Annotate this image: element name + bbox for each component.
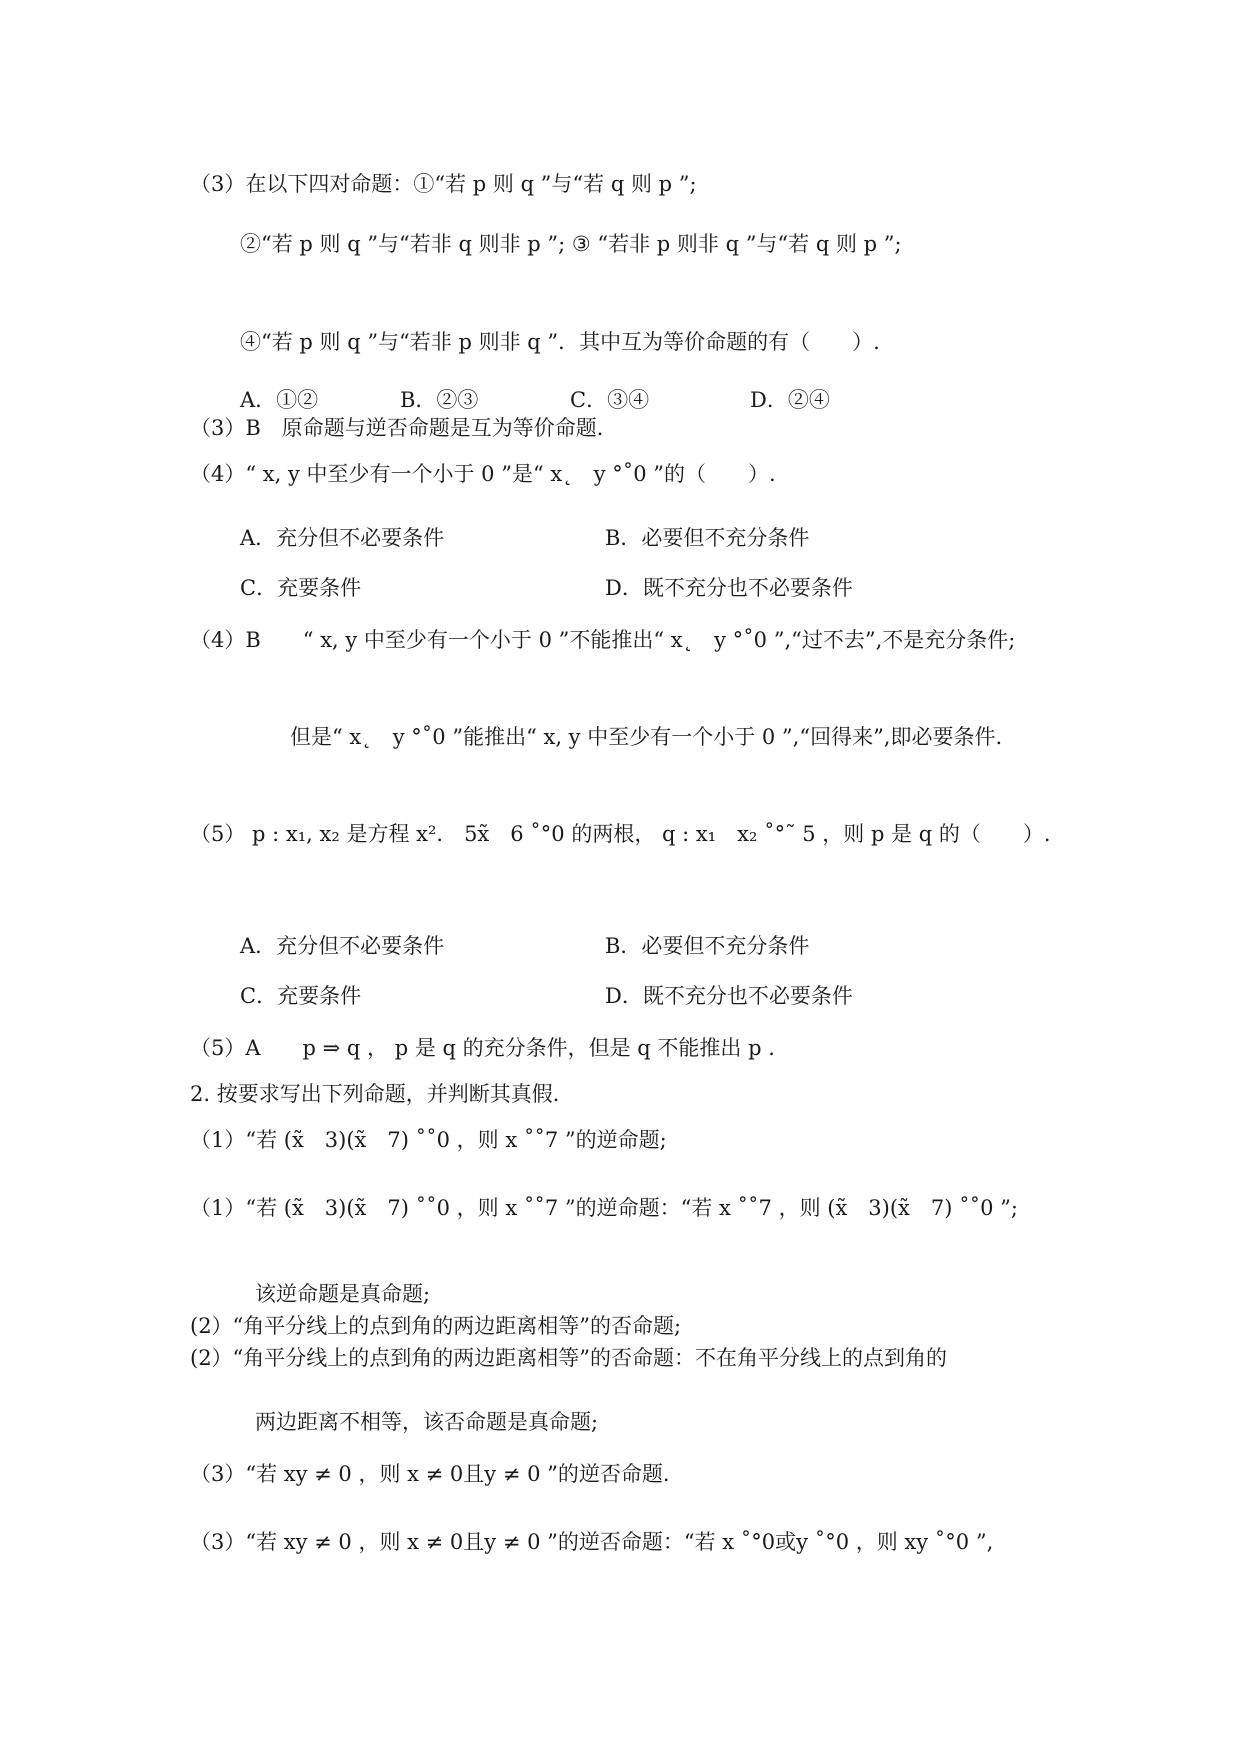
q3-option-a: A．①② [240,388,319,412]
q4-answer-cont: 但是“ x˛ y °˚0 ”能推出“ x, y 中至少有一个小于 0 ”,“回得来”,即必要条件. [290,725,1003,749]
q3-option-b: B．②③ [400,388,479,412]
s2-q2-answer-cont: 两边距离不相等，该否命题是真命题; [255,1410,599,1434]
q4-answer: （4）B “ x, y 中至少有一个小于 0 ”不能推出“ x˛ y °˚0 ”,“过不去”,不是充分条件; [190,628,1016,652]
q5-answer: （5）A p ⇒ q ， p 是 q 的充分条件，但是 q 不能推出 p . [190,1036,775,1060]
s2-q2-answer: (2）“角平分线上的点到角的两边距离相等”的否命题：不在角平分线上的点到角的 [190,1346,948,1370]
q4-stem: （4）“ x, y 中至少有一个小于 0 ”是“ x˛ y °˚0 ”的（ ）. [190,462,776,486]
s2-q1-stem: （1）“若 (x̃ 3)(x̃ 7) ˚˚0 ，则 x ˚˚7 ”的逆命题; [190,1128,667,1152]
q3-stem: （3）在以下四对命题：①“若 p 则 q ”与“若 q 则 p ”; [190,172,697,196]
q3-option-d: D．②④ [750,388,830,412]
q5-option-b: B．必要但不充分条件 [605,934,810,958]
q3-option-c: C．③④ [570,388,650,412]
s2-q1-verdict: 该逆命题是真命题; [255,1282,431,1306]
s2-q3-answer: （3）“若 xy ≠ 0 ，则 x ≠ 0且y ≠ 0 ”的逆否命题：“若 x ˚°0或y ˚°0 ，则 xy ˚°0 ”, [190,1530,994,1554]
s2-q1-answer: （1）“若 (x̃ 3)(x̃ 7) ˚˚0 ，则 x ˚˚7 ”的逆命题：“若 x ˚˚7 ，则 (x̃ 3)(x̃ 7) ˚˚0 ”; [190,1196,1018,1220]
q4-option-a: A．充分但不必要条件 [240,526,445,550]
q3-answer: （3）B 原命题与逆否命题是互为等价命题． [190,416,618,440]
q4-option-b: B．必要但不充分条件 [605,526,810,550]
s2-q3-stem: （3）“若 xy ≠ 0 ，则 x ≠ 0且y ≠ 0 ”的逆否命题. [190,1462,670,1486]
q4-option-c: C．充要条件 [240,576,362,600]
q5-option-a: A．充分但不必要条件 [240,934,445,958]
q4-option-d: D．既不充分也不必要条件 [605,576,853,600]
q5-stem: （5） p : x₁, x₂ 是方程 x². 5x̃ 6 ˚°0 的两根， q : x₁ x₂ ˚°˜ 5 ，则 p 是 q 的（ ）. [190,822,1051,846]
section-2-title: 2. 按要求写出下列命题，并判断其真假． [190,1082,574,1106]
q5-option-c: C．充要条件 [240,984,362,1008]
q3-pairs-2-3: ②“若 p 则 q ”与“若非 q 则非 p ”; ③ “若非 p 则非 q ”与“若 q 则 p ”; [240,232,902,256]
q3-pair-4: ④“若 p 则 q ”与“若非 p 则非 q ”．其中互为等价命题的有（ ）. [240,330,880,354]
q5-option-d: D．既不充分也不必要条件 [605,984,853,1008]
s2-q2-stem: (2）“角平分线上的点到角的两边距离相等”的否命题; [190,1314,682,1338]
